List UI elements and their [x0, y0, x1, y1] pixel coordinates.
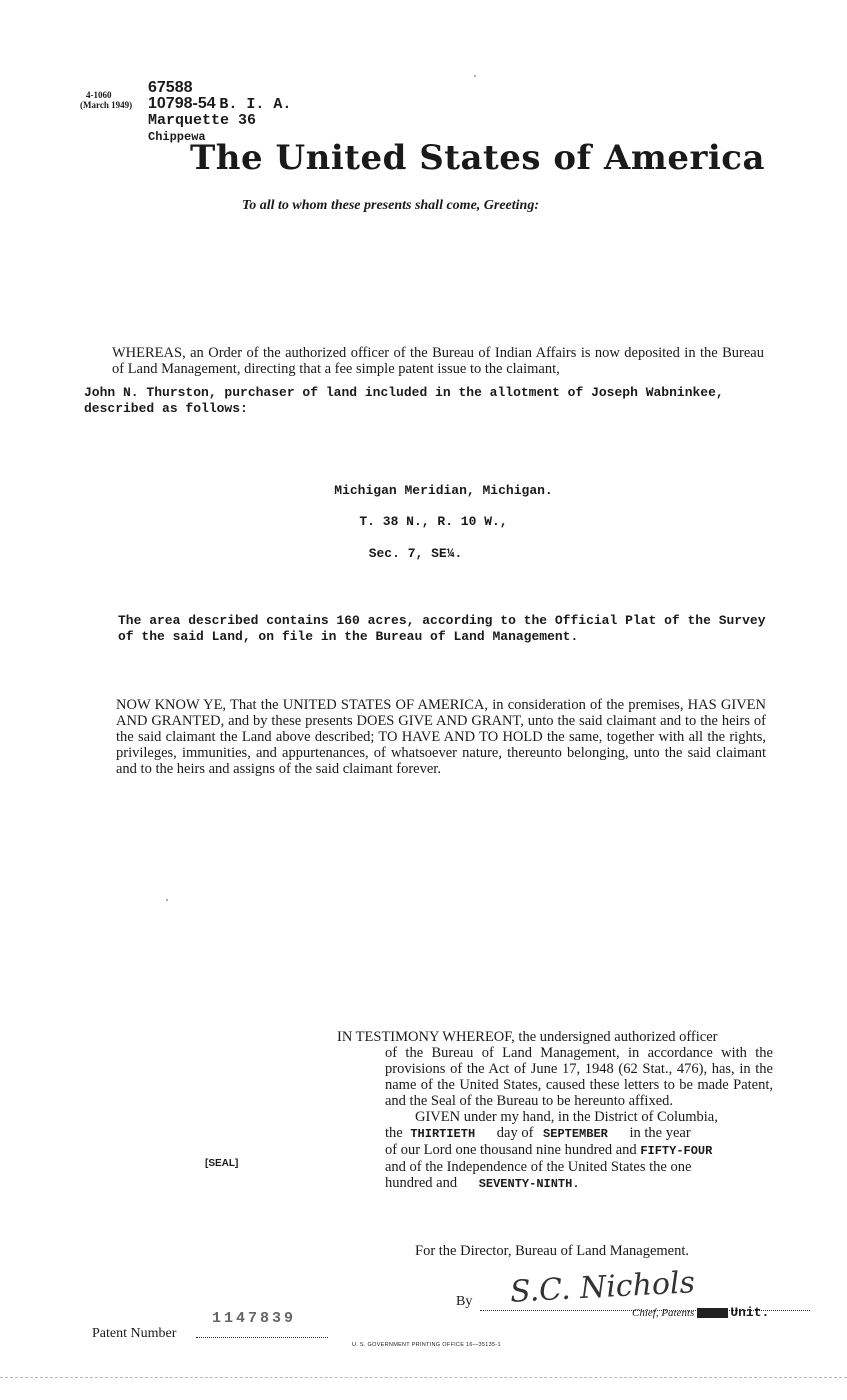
land-section: Sec. 7, SE¼. [368, 546, 463, 561]
whereas-text: WHEREAS, an Order of the authorized officer of the Bureau of Indian Affairs is now deposited in the Bureau of Land Management, directing that a fee simple patent issue to the claimant, [112, 345, 764, 377]
serial-line2: 10798-54 [148, 95, 216, 112]
given-the: the [385, 1125, 403, 1141]
month-value: SEPTEMBER [543, 1127, 608, 1141]
printer-imprint: U. S. GOVERNMENT PRINTING OFFICE 16—35135-1 [352, 1342, 501, 1348]
grant-paragraph [82, 697, 766, 777]
independence-year-value: SEVENTY-NINTH. [478, 1177, 580, 1191]
testimony-opening: IN TESTIMONY WHEREOF, the undersigned authorized officer [337, 1029, 718, 1045]
testimony-block [337, 1029, 773, 1192]
form-number-line2: (March 1949) [80, 100, 133, 110]
patent-number-value: 1147839 [212, 1310, 297, 1327]
paper-speck [474, 75, 476, 77]
serial-line4: Chippewa [148, 130, 206, 144]
form-number [80, 90, 132, 110]
grant-text: NOW KNOW YE, That the UNITED STATES OF AMERICA, in consideration of the premises, HAS GIVEN AND GRANTED, and by these presents DOES GIVE AND GRANT, unto the said claimant and to the heirs of the said claimant the Land above described; TO HAVE AND TO HOLD the same, together with all the rights, privileges, immunities, and appurtenances, of whatsoever nature, thereunto belonging, unto the said claimant and to the heirs and assigns of the said claimant forever. [116, 697, 766, 777]
signature: S.C. Nichols [509, 1265, 696, 1310]
day-value: THIRTIETH [410, 1127, 476, 1141]
testimony-body: of the Bureau of Land Management, in accordance with the provisions of the Act of June 17, 1948 (62 Stat., 476), has, in the name of the United States, caused these letters to be made Patent, and the Seal of the Bureau to be hereunto affixed. [385, 1045, 773, 1109]
area-text: The area described contains 160 acres, according to the Official Plat of the Survey of the said Land, on file in the Bureau of Land Management. [118, 613, 766, 644]
by-label: By [456, 1294, 473, 1309]
serial-block [148, 80, 291, 145]
testimony-year-line [337, 1142, 773, 1159]
patent-number-rule [196, 1337, 328, 1338]
hundred-and: hundred and [385, 1175, 458, 1191]
land-meridian: Michigan Meridian, Michigan. [334, 483, 553, 498]
unit-word: Unit. [730, 1305, 770, 1320]
in-the-year: in the year [629, 1125, 691, 1141]
serial-line1: 67588 [148, 79, 193, 96]
serial-line2-suffix: B. I. A. [219, 96, 292, 113]
independence-year-line [337, 1175, 773, 1192]
testimony-given: GIVEN under my hand, in the District of Columbia, [415, 1109, 718, 1125]
claimant-description: John N. Thurston, purchaser of land included in the allotment of Joseph Wabninkee, described as follows: [84, 385, 724, 416]
patent-number-label: Patent Number [92, 1326, 177, 1341]
serial-line3: Marquette 36 [148, 112, 257, 129]
area-statement [86, 613, 766, 645]
independence-line: and of the Independence of the United States the one [385, 1159, 692, 1175]
seal-marker: [SEAL] [205, 1158, 239, 1169]
our-lord-text: of our Lord one thousand nine hundred and [385, 1142, 637, 1158]
chief-label: Chief, Patents [632, 1307, 695, 1319]
paper-speck [166, 899, 168, 901]
day-of: day of [496, 1125, 534, 1141]
struck-word: Section [699, 1308, 726, 1318]
document-title: The United States of America [190, 138, 766, 178]
land-township: T. 38 N., R. 10 W., [359, 514, 508, 529]
greeting: To all to whom these presents shall come, Greeting: [242, 198, 539, 213]
signer-title [632, 1305, 769, 1320]
form-number-line1: 4-1060 [86, 90, 112, 100]
director-line: For the Director, Bureau of Land Management. [415, 1243, 690, 1259]
whereas-paragraph [82, 345, 764, 377]
year-value: FIFTY-FOUR [640, 1144, 713, 1158]
page-bottom-edge [0, 1377, 847, 1378]
testimony-date-line [337, 1125, 773, 1142]
